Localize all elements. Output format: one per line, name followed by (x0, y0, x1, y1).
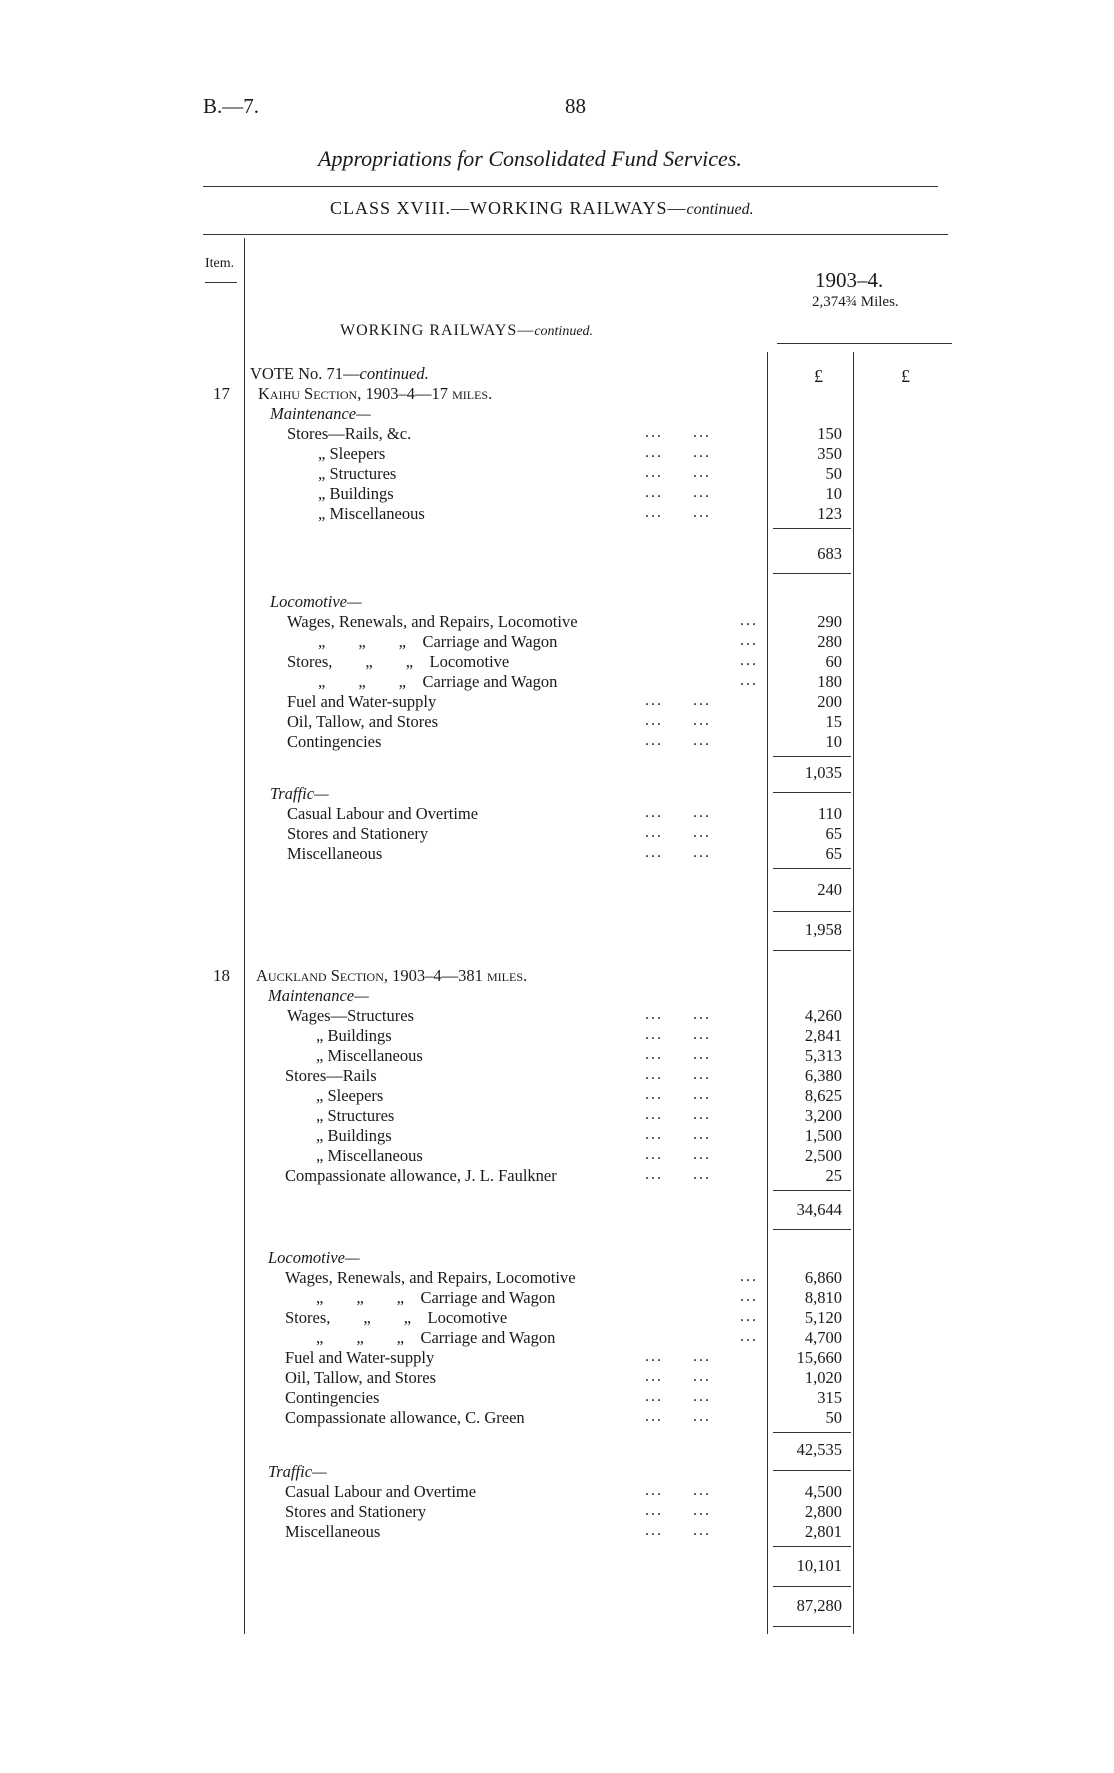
miles-header: 2,374¾ Miles. (812, 294, 899, 310)
line-item-value: 8,625 (804, 1086, 842, 1105)
line-item-value: 1,500 (804, 1126, 842, 1145)
subtotal-rule (773, 1546, 851, 1547)
amount-column-rule (853, 352, 854, 1634)
subtotal-rule (773, 1229, 851, 1230)
subtotal-rule (773, 1432, 851, 1433)
item-header-rule (205, 282, 237, 283)
line-item-label: „ Buildings (316, 1026, 392, 1045)
leader-dots: ... (740, 1308, 758, 1325)
total-rule (773, 950, 851, 951)
subtotal-value: 240 (817, 880, 842, 899)
leader-dots: ... ... (645, 484, 711, 501)
report-code: B.—7. (203, 94, 260, 118)
divider (203, 234, 948, 235)
line-item-label: Fuel and Water-supply (287, 692, 437, 711)
section-title: Kaihu Section, 1903–4—17 miles. (258, 384, 493, 403)
leader-dots: ... ... (645, 1126, 711, 1143)
line-item-label: „ Structures (316, 1106, 395, 1125)
line-item-label: Stores and Stationery (287, 824, 429, 843)
leader-dots: ... ... (645, 1066, 711, 1083)
line-item-value: 110 (817, 804, 842, 823)
line-item-value: 315 (817, 1388, 842, 1407)
leader-dots: ... (740, 672, 758, 689)
line-item-label: Oil, Tallow, and Stores (285, 1368, 436, 1387)
leader-dots: ... ... (645, 504, 711, 521)
leader-dots: ... ... (645, 444, 711, 461)
item-number: 18 (213, 966, 230, 985)
subtotal-value: 34,644 (796, 1200, 842, 1219)
line-item-label: Wages, Renewals, and Repairs, Locomotive (285, 1268, 576, 1287)
line-item-label: Compassionate allowance, C. Green (285, 1408, 525, 1427)
line-item-label: Casual Labour and Overtime (287, 804, 479, 823)
leader-dots: ... ... (645, 692, 711, 709)
subtotal-rule (773, 911, 851, 912)
leader-dots: ... ... (645, 424, 711, 441)
section-title: Auckland Section, 1903–4—381 miles. (256, 966, 528, 985)
line-item-value: 150 (817, 424, 842, 443)
line-item-value: 10 (825, 484, 842, 503)
line-item-value: 10 (825, 732, 842, 751)
leader-dots: ... ... (645, 1106, 711, 1123)
line-item-label: „ „ „ Carriage and Wagon (318, 672, 558, 691)
leader-dots: ... ... (645, 1146, 711, 1163)
total-rule (773, 1626, 851, 1627)
line-item-value: 2,500 (804, 1146, 842, 1165)
line-item-value: 50 (825, 1408, 842, 1427)
year-header: 1903–4. (815, 268, 884, 292)
line-item-label: Compassionate allowance, J. L. Faulkner (285, 1166, 557, 1185)
line-item-value: 15 (825, 712, 842, 731)
leader-dots: ... ... (645, 804, 711, 821)
leader-dots: ... ... (645, 1502, 711, 1519)
subtotal-value: 1,035 (804, 763, 842, 782)
subtotal-rule (773, 868, 851, 869)
line-item-label: Wages—Structures (287, 1006, 414, 1025)
subtotal-rule (773, 756, 851, 757)
leader-dots: ... ... (645, 1408, 711, 1425)
line-item-value: 2,801 (804, 1522, 842, 1541)
line-item-label: Stores—Rails, &c. (287, 424, 412, 443)
leader-dots: ... (740, 652, 758, 669)
line-item-value: 1,020 (804, 1368, 842, 1387)
line-item-label: „ Miscellaneous (316, 1046, 423, 1065)
leader-dots: ... ... (645, 1348, 711, 1365)
category-heading: Traffic— (268, 1462, 327, 1481)
line-item-label: Stores, „ „ Locomotive (285, 1308, 508, 1327)
subtotal-rule (773, 1190, 851, 1191)
line-item-label: Fuel and Water-supply (285, 1348, 435, 1367)
line-item-value: 123 (817, 504, 842, 523)
line-item-label: „ Buildings (318, 484, 394, 503)
line-item-label: Contingencies (287, 732, 382, 751)
line-item-value: 290 (817, 612, 842, 631)
line-item-label: „ Sleepers (316, 1086, 384, 1105)
line-item-value: 2,841 (804, 1026, 842, 1045)
subtotal-rule (773, 792, 851, 793)
leader-dots: ... ... (645, 1026, 711, 1043)
amount-column-rule (767, 352, 768, 1634)
leader-dots: ... (740, 612, 758, 629)
line-item-value: 280 (817, 632, 842, 651)
class-title: CLASS XVIII.—WORKING RAILWAYS—continued. (330, 198, 754, 218)
line-item-value: 50 (825, 464, 842, 483)
subtotal-rule (773, 1586, 851, 1587)
line-item-value: 4,500 (804, 1482, 842, 1501)
pound-header: £ (901, 366, 910, 386)
leader-dots: ... ... (645, 712, 711, 729)
leader-dots: ... ... (645, 824, 711, 841)
divider (203, 186, 938, 187)
leader-dots: ... ... (645, 1006, 711, 1023)
line-item-label: „ Sleepers (318, 444, 386, 463)
line-item-value: 3,200 (804, 1106, 842, 1125)
subtotal-value: 683 (817, 544, 842, 563)
line-item-value: 5,120 (804, 1308, 842, 1327)
leader-dots: ... ... (645, 1046, 711, 1063)
category-heading: Traffic— (270, 784, 329, 803)
line-item-label: „ „ „ Carriage and Wagon (318, 632, 558, 651)
line-item-label: Oil, Tallow, and Stores (287, 712, 438, 731)
line-item-label: Miscellaneous (285, 1522, 381, 1541)
line-item-label: Casual Labour and Overtime (285, 1482, 477, 1501)
section-heading: WORKING RAILWAYS—continued. (340, 322, 594, 339)
subtotal-value: 42,535 (796, 1440, 842, 1459)
line-item-label: Stores, „ „ Locomotive (287, 652, 510, 671)
line-item-value: 6,380 (804, 1066, 842, 1085)
leader-dots: ... (740, 1268, 758, 1285)
line-item-label: Stores—Rails (285, 1066, 377, 1085)
leader-dots: ... ... (645, 844, 711, 861)
subtotal-rule (773, 573, 851, 574)
line-item-value: 350 (817, 444, 842, 463)
leader-dots: ... ... (645, 732, 711, 749)
category-heading: Locomotive— (268, 1248, 360, 1267)
line-item-value: 60 (825, 652, 842, 671)
subtotal-rule (773, 528, 851, 529)
line-item-label: „ Buildings (316, 1126, 392, 1145)
section-total: 87,280 (796, 1596, 842, 1615)
leader-dots: ... ... (645, 1522, 711, 1539)
line-item-value: 180 (817, 672, 842, 691)
leader-dots: ... (740, 1328, 758, 1345)
subtotal-value: 10,101 (796, 1556, 842, 1575)
line-item-label: Stores and Stationery (285, 1502, 427, 1521)
page-number: 88 (565, 94, 586, 118)
subtotal-rule (773, 1470, 851, 1471)
line-item-value: 4,260 (804, 1006, 842, 1025)
line-item-value: 5,313 (804, 1046, 842, 1065)
line-item-value: 2,800 (804, 1502, 842, 1521)
vote-label: VOTE No. 71—continued. (250, 364, 429, 383)
section-total: 1,958 (804, 920, 842, 939)
line-item-label: „ Miscellaneous (318, 504, 425, 523)
line-item-value: 15,660 (796, 1348, 842, 1367)
leader-dots: ... ... (645, 1482, 711, 1499)
item-number: 17 (213, 384, 230, 403)
page-subtitle: Appropriations for Consolidated Fund Services. (318, 146, 742, 171)
leader-dots: ... ... (645, 1368, 711, 1385)
line-item-label: „ „ „ Carriage and Wagon (316, 1328, 556, 1347)
year-header-rule (777, 343, 952, 344)
line-item-value: 65 (825, 844, 842, 863)
leader-dots: ... ... (645, 464, 711, 481)
line-item-label: „ „ „ Carriage and Wagon (316, 1288, 556, 1307)
line-item-value: 200 (817, 692, 842, 711)
leader-dots: ... ... (645, 1388, 711, 1405)
line-item-label: „ Structures (318, 464, 397, 483)
pound-header: £ (814, 366, 823, 386)
line-item-value: 4,700 (804, 1328, 842, 1347)
leader-dots: ... (740, 632, 758, 649)
line-item-value: 8,810 (804, 1288, 842, 1307)
line-item-value: 6,860 (804, 1268, 842, 1287)
line-item-label: „ Miscellaneous (316, 1146, 423, 1165)
leader-dots: ... (740, 1288, 758, 1305)
leader-dots: ... ... (645, 1166, 711, 1183)
category-heading: Locomotive— (270, 592, 362, 611)
line-item-value: 65 (825, 824, 842, 843)
item-column-header: Item. (205, 256, 235, 271)
line-item-label: Miscellaneous (287, 844, 383, 863)
item-column-rule (244, 238, 245, 1634)
leader-dots: ... ... (645, 1086, 711, 1103)
category-heading: Maintenance— (268, 986, 369, 1005)
category-heading: Maintenance— (270, 404, 371, 423)
line-item-value: 25 (825, 1166, 842, 1185)
line-item-label: Contingencies (285, 1388, 380, 1407)
line-item-label: Wages, Renewals, and Repairs, Locomotive (287, 612, 578, 631)
